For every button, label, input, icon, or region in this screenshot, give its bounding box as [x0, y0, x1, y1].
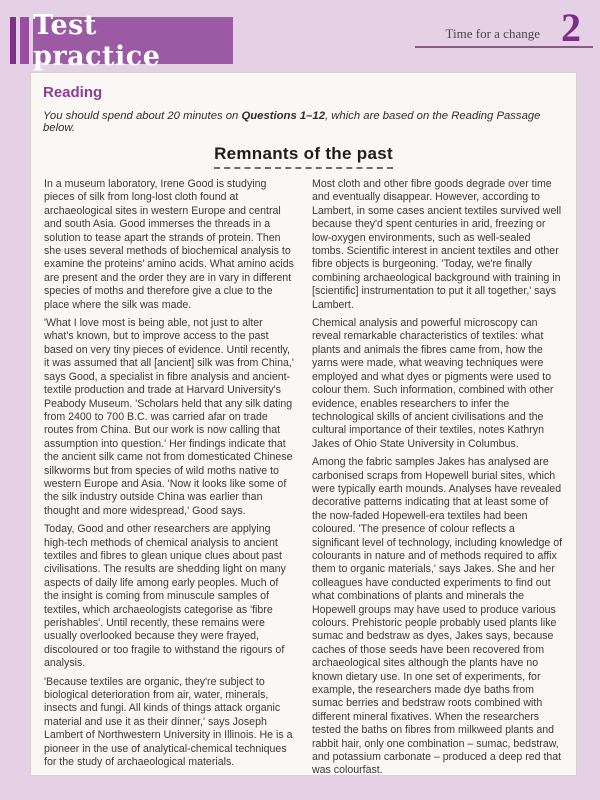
- reading-card: [30, 72, 577, 776]
- instruction-text: [43, 110, 564, 134]
- passage-title-wrap: [31, 144, 576, 169]
- passage-columns: [31, 178, 576, 783]
- passage-column-left: [44, 178, 295, 783]
- passage-title: Remnants of the past: [214, 144, 393, 169]
- banner-title: Test practice: [33, 9, 161, 72]
- passage-paragraph: 'Because textiles are organic, they're subject to biological deterioration from air, water, minerals, insects and fungi. All kinds of things attack organic material and use it as their dinner,' says Joseph Lambert of Northwestern University in Illinois. He is a pioneer in the use of analytical-chemical techniques for the study of archaeological materials.: [44, 675, 293, 769]
- passage-paragraph: Most cloth and other fibre goods degrade over time and eventually disappear. However, according to Lambert, in some cases ancient textiles survived well because they'd spent centuries in arid, freezing or low-oxygen environments, such as well-sealed tombs. Scientific interest in ancient textiles and other fibre objects is burgeoning. 'Today, we're finally combining archaeological background with training in [scientific] instrumentation to put it all together,' says Lambert.: [312, 178, 562, 311]
- passage-paragraph: In a museum laboratory, Irene Good is studying pieces of silk from long-lost cloth found at archaeological sites in western Europe and central and south Asia. Good immerses the threads in a solution to tease apart the strands of protein. Then she uses several methods of biochemical analysis to examine the proteins' amino acids. What amino acids are present and the order they are in vary in different species of moths and therefore give a clue to the place where the silk was made.: [44, 178, 294, 311]
- test-practice-banner: [33, 9, 233, 72]
- unit-header: [410, 0, 595, 60]
- passage-paragraph: Chemical analysis and powerful microscopy can reveal remarkable characteristics of textiles: what plants and animals the fibres came from, how the yarns were made, what weaving techniques were employed and what dyes or pigments were used to colour them. Such information, combined with other evidence, enables researchers to infer the technological skills of ancient civilisations and the cultural importance of their textiles, notes Kathryn Jakes of Ohio State University in Columbus.: [312, 317, 554, 450]
- instruction-pre: You should spend about 20 minutes on: [43, 110, 242, 122]
- decorative-bar-icon: [10, 17, 16, 64]
- instruction-post: , which are based on the Reading Passage below.: [43, 110, 541, 134]
- passage-paragraph: Today, Good and other researchers are applying high-tech methods of chemical analysis to ancient textiles and fibres to glean unique clues about past civilisations. The results are shedding light on many aspects of daily life among early peoples. Much of the insight is coming from minuscule samples of textiles, which archaeologists categorise as 'fibre perishables'. Until recently, these remains were usually overlooked because they were frayed, discoloured or too fragile to withstand the rigours of analysis.: [44, 523, 286, 670]
- passage-column-right: [312, 178, 563, 783]
- passage-paragraph: 'What I love most is being able, not just to alter what's known, but to improve access to the past based on very tiny pieces of evidence. Until recently, it was assumed that all [ancient] silk was from China,' says Good, a specialist in fibre analysis and ancient-textile production and trade at Harvard University's Peabody Museum. 'Scholars held that any silk dating from 2400 to 700 B.C. was carried afar on trade routes from China. But our work is now calling that assumption into question.' Her findings indicate that the ancient silk came not from domesticated Chinese silkworms but from species of wild moths native to western Europe and Asia. 'Now it looks like some of the silk industry outside China was earlier than thought and more widespread,' Good says.: [44, 317, 294, 517]
- unit-number: 2: [561, 5, 581, 50]
- decorative-bar-icon: [20, 17, 29, 64]
- page-header: [0, 0, 600, 72]
- passage-paragraph: Among the fabric samples Jakes has analysed are carbonised scraps from Hopewell burial sites, which were typically earth mounds. Analyses have revealed decorative patterns indicating that at least some of the now-faded Hopewell-era textiles had been coloured. 'The presence of colour reflects a significant level of technology, including knowledge of colourants in nature and of methods required to affix them to organic materials,' says Jakes. She and her colleagues have conducted experiments to find out what combinations of plants and minerals the Hopewell groups may have used to produce various colours. Prehistoric people probably used plants like sumac and bedstraw as dyes, Jakes says, because caches of those seeds have been recovered from archaeological sites although the plants have no known dietary use. In one set of experiments, for example, the researchers made dye baths from sumac berries and bedstraw roots combined with different mineral fixatives. When the researchers tested the baths on fibres from milkweed plants and rabbit hair, only one combination – sumac, bedstraw, and potassium carbonate – produced a deep red that was colourfast.: [312, 456, 563, 777]
- instruction-questions-range: Questions 1–12: [241, 110, 325, 122]
- section-heading: Reading: [43, 84, 103, 101]
- unit-label: Time for a change: [445, 26, 540, 41]
